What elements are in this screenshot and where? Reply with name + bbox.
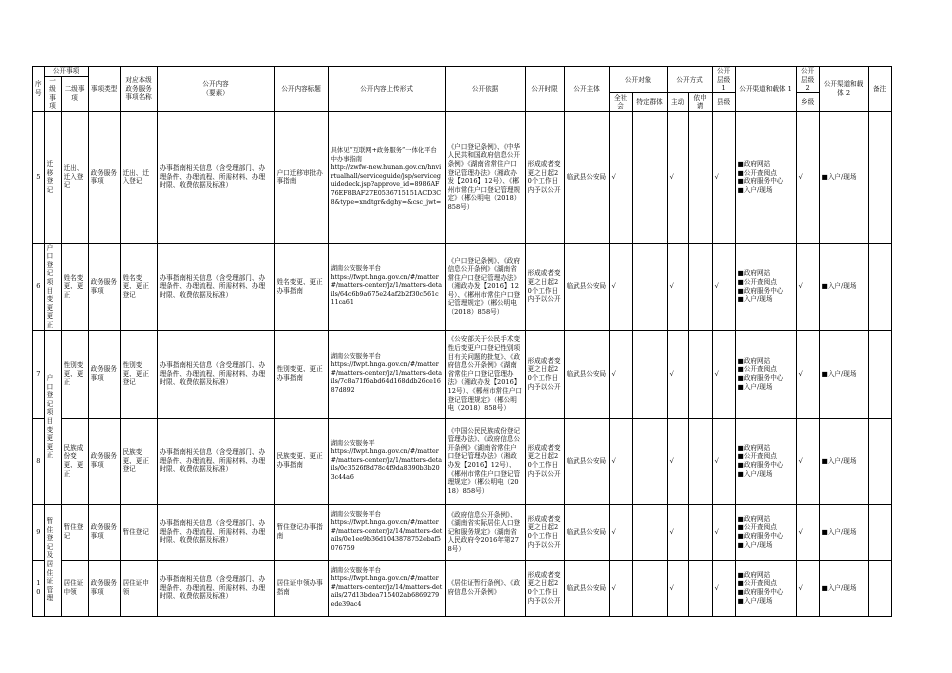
row-channel1 [735,418,796,504]
header-remark: 备注 [868,67,891,112]
row-method-active: √ [667,243,688,330]
row-object-all: √ [609,111,632,243]
header-object-specific: 特定群体 [632,93,667,111]
header-upload-form: 公开内容上传形式 [328,67,445,112]
row-upload-form: 湖南公安服务平台 https://fwpt.hnga.gov.cn/#/matter#/matters-center/jz/14/matters-details/27d13bdea715402ab6869279ede39ac4 [328,560,445,616]
row-remark [868,330,891,418]
row-remark [868,418,891,504]
channel-item: ■政府服务中心 [737,286,784,295]
channel-item: ■政府网站 [737,159,771,168]
row-channel2: ■入户/现场 [819,504,868,560]
header-seq: 序号 [33,67,45,112]
channel-item: ■政府服务中心 [737,461,784,470]
row-upload-form: 具体见“互联网+政务服务”一体化平台中办事指南 http://zwfw-new.hunan.gov.cn/hnvirtualhall/serviceguide/jsp/serviceguidedeck.jsp?approve_id=8986AF76EF8BAF27E0536715151ACD3C8&type=xndtgr&dghy=&csc_jwt= [328,111,445,243]
row-method-request [688,330,712,418]
channel-item: ■入户/现场 [737,596,773,605]
row-seq: 5 [33,111,45,243]
row-level-county: √ [712,418,735,504]
row-upload-form: 湖南公安服务平台 https://fwpt.hnga.gov.cn/#/matter#/matters-center/jz/1/matters-details/7c8a71f6abd64d168ddb26ce1687d892 [328,330,445,418]
row-content: 办事指南相关信息（含受理部门、办理条件、办理流程、所需材料、办理时限、收费依据及标准） [157,330,274,418]
row-type: 政务服务事项 [88,243,120,330]
header-content: 公开内容 （要素） [157,67,274,112]
row-time-limit: 形成或者变更之日起20个工作日内予以公开 [525,418,564,504]
channel-item: ■政府网站 [737,269,771,278]
channel-item: ■政府服务中心 [737,177,784,186]
channel-item: ■入户/现场 [737,540,773,549]
row-time-limit: 形成或者变更之日起20个工作日内予以公开 [525,330,564,418]
table-row [33,243,892,330]
row-content: 办事指南相关信息（含受理部门、办理条件、办理流程、所需材料、办理时限、收费依据及标准） [157,111,274,243]
row-level-township: √ [796,111,819,243]
channel-item: ■公开查阅点 [737,579,777,588]
row-time-limit: 形成或者变更之日起20个工作日内予以公开 [525,243,564,330]
header-service-name: 对应本级政务服务事项名称 [120,67,157,112]
header-object-all: 全社会 [609,93,632,111]
row-time-limit: 形成或者变更之日起20个工作日内予以公开 [525,111,564,243]
header-channel2: 公开渠道和载体 2 [819,67,868,112]
row-seq: 8 [33,418,45,504]
header-method-active: 主动 [667,93,688,111]
row-method-request [688,418,712,504]
row-service: 迁出、迁入登记 [120,111,157,243]
row-subject: 临武县公安局 [564,243,609,330]
row-title: 姓名变更、更正办事指南 [274,243,328,330]
row-service: 性别变更、更正登记 [120,330,157,418]
row-method-active: √ [667,560,688,616]
row-channel2: ■入户/现场 [819,418,868,504]
channel-item: ■政府服务中心 [737,532,784,541]
row-object-specific [632,418,667,504]
row-level-township: √ [796,330,819,418]
row-time-limit: 形成或者变更之日起20个工作日内予以公开 [525,504,564,560]
row-object-specific [632,330,667,418]
channel-item: ■公开查阅点 [737,365,777,374]
row-seq: 9 [33,504,45,560]
table-row [33,418,892,504]
group-temp-residence: 暂住登记及居住证管理 [44,504,61,616]
header-content-title: 公开内容标题 [274,67,328,112]
row-type: 政务服务事项 [88,330,120,418]
row-object-all: √ [609,560,632,616]
row-object-all: √ [609,418,632,504]
header-level1: 一级事项 [44,77,61,112]
channel-item: ■公开查阅点 [737,523,777,532]
header-level2: 二级事项 [61,77,88,112]
channel-item: ■入户/现场 [737,185,773,194]
row-subject: 临武县公安局 [564,111,609,243]
row-basis: 《户口登记条例》、《中华人民共和国政府信息公开条例》《湖南省常住户口登记管理办法》（湘政办发【2016】12号）、《郴州市常住户口登记管理规定》（郴公明电（2018）858号） [445,111,525,243]
row-service: 民族变更、更正登记 [120,418,157,504]
row-content: 办事指南相关信息（含受理部门、办理条件、办理流程、所需材料、办理时限、收费依据及标准） [157,504,274,560]
row-seq: 6 [33,243,45,330]
table-row [33,330,892,418]
row-level1: 户口登记项目变更更正 [44,243,61,330]
row-title: 民族变更、更正办事指南 [274,418,328,504]
channel-item: ■政府网站 [737,570,771,579]
row-channel2: ■入户/现场 [819,330,868,418]
header-method: 公开方式 [667,67,712,93]
row-upload-form: 湖南公安服务平台 https://fwpt.hnga.gov.cn/#/matter#/matters-center/jz/14/matters-details/0e1ee9b36d1043878752ebaf5076759 [328,504,445,560]
channel-item: ■政府网站 [737,443,771,452]
row-level-county: √ [712,330,735,418]
row-method-active: √ [667,504,688,560]
header-time-limit: 公开时限 [525,67,564,112]
row-subject: 临武县公安局 [564,418,609,504]
row-level2: 迁出、迁入登记 [61,111,88,243]
row-time-limit: 形成或者变更之日起20个工作日内予以公开 [525,560,564,616]
row-object-all: √ [609,243,632,330]
row-remark [868,111,891,243]
row-level-county: √ [712,243,735,330]
channel-item: ■政府网站 [737,356,771,365]
row-channel1 [735,504,796,560]
header-channel1: 公开渠道和载体 1 [735,67,796,112]
row-service: 居住证申领 [120,560,157,616]
header-method-request: 依申请 [688,93,712,111]
row-level-township: √ [796,504,819,560]
row-upload-form: 湖南公安服务平 https://fwpt.hnga.gov.cn/#/matter#/matters-center/jz/1/matters-details/0c3526f8d78c4f9da8390b3b203c44a6 [328,418,445,504]
row-type: 政务服务事项 [88,560,120,616]
disclosure-table [32,66,892,617]
channel-item: ■政府网站 [737,514,771,523]
row-seq: 10 [33,560,45,616]
row-content: 办事指南相关信息（含受理部门、办理条件、办理流程、所需材料、办理时限、收费依据及标准） [157,560,274,616]
header-level2-group: 公开层级 2 [796,67,819,93]
row-title: 居住证申领办事指南 [274,560,328,616]
row-subject: 临武县公安局 [564,504,609,560]
row-level-township: √ [796,560,819,616]
row-basis: 《政府信息公开条例》、《湖南省实际居住人口登记和服务规定》（湖南省人民政府令2016年第278号） [445,504,525,560]
row-type: 政务服务事项 [88,418,120,504]
row-content: 办事指南相关信息（含受理部门、办理条件、办理流程、所需材料、办理时限、收费依据及标准） [157,418,274,504]
row-level-township: √ [796,418,819,504]
channel-item: ■政府服务中心 [737,374,784,383]
row-type: 政务服务事项 [88,111,120,243]
row-basis: 《中国公民民族成份登记管理办法》、《政府信息公开条例》《湖南省常住户口登记管理办法》（湘政办发【2016】12号）、《郴州市常住户口登记管理规定》（郴公明电（2018）858号） [445,418,525,504]
header-object: 公开对象 [609,67,667,93]
row-method-request [688,243,712,330]
row-level-county: √ [712,560,735,616]
row-basis: 《居住证暂行条例》、《政府信息公开条例》 [445,560,525,616]
row-level2: 民族成份变更、更正 [61,418,88,504]
row-channel2: ■入户/现场 [819,560,868,616]
row-service: 暂住登记 [120,504,157,560]
row-level-county: √ [712,504,735,560]
row-level2: 居住证申领 [61,560,88,616]
row-subject: 临武县公安局 [564,330,609,418]
header-level1-group: 公开层级 1 [712,67,735,93]
header-level1-county: 县级 [712,93,735,111]
channel-item: ■公开查阅点 [737,278,777,286]
row-channel1 [735,243,796,330]
row-remark [868,504,891,560]
channel-item: ■入户/现场 [737,295,773,304]
row-type: 政务服务事项 [88,504,120,560]
row-seq: 7 [33,330,45,418]
row-channel2: ■入户/现场 [819,243,868,330]
group-household-change: 户口登记项目变更更正 [44,330,61,504]
disclosure-table-page [32,66,892,617]
row-title: 性别变更、更正办事指南 [274,330,328,418]
header-type: 事项类型 [88,67,120,112]
row-upload-form: 湖南公安服务平台 https://fwpt.hnga.gov.cn/#/matter#/matters-center/jz/1/matters-details/64c6b9a675e24af2b2f30c561c11ca61 [328,243,445,330]
row-level2: 性别变更、更正 [61,330,88,418]
table-row [33,560,892,616]
row-object-all: √ [609,330,632,418]
row-title: 户口迁移审批办事指南 [274,111,328,243]
channel-item: ■政府服务中心 [737,588,784,597]
row-subject: 临武县公安局 [564,560,609,616]
row-object-specific [632,111,667,243]
row-object-specific [632,243,667,330]
row-channel1 [735,560,796,616]
row-level1: 迁移登记 [44,111,61,243]
row-object-specific [632,504,667,560]
channel-item: ■入户/现场 [737,469,773,478]
row-object-specific [632,560,667,616]
row-level2: 姓名变更、更正 [61,243,88,330]
row-basis: 《户口登记条例》、《政府信息公开条例》《湖南省常住户口登记管理办法》（湘政办发【2016】12号）、《郴州市常住户口登记管理规定》（郴公明电（2018）858号） [445,243,525,330]
header-level2-township: 乡级 [796,93,819,111]
row-channel2: ■入户/现场 [819,111,868,243]
row-remark [868,560,891,616]
row-method-active: √ [667,330,688,418]
row-object-all: √ [609,504,632,560]
row-method-request [688,111,712,243]
row-channel1 [735,330,796,418]
row-level2: 暂住登记 [61,504,88,560]
row-level-township: √ [796,243,819,330]
row-method-request [688,560,712,616]
row-level-county: √ [712,111,735,243]
row-remark [868,243,891,330]
table-row [33,504,892,560]
header-basis: 公开依据 [445,67,525,112]
row-content: 办事指南相关信息（含受理部门、办理条件、办理流程、所需材料、办理时限、收费依据及标准） [157,243,274,330]
channel-item: ■入户/现场 [737,382,773,391]
channel-item: ■公开查阅点 [737,452,777,461]
row-basis: 《公安部关于公民手术变性后变更户口登记性别项目有关问题的批复》、《政府信息公开条例》《湖南省常住户口登记管理办法》（湘政办发【2016】12号）、《郴州市常住户口登记管理规定》（郴公明电（2018）858号） [445,330,525,418]
row-channel1 [735,111,796,243]
row-method-active: √ [667,111,688,243]
header-items: 公开事项 [44,67,88,77]
row-method-active: √ [667,418,688,504]
row-method-request [688,504,712,560]
row-title: 暂住登记办事指南 [274,504,328,560]
table-row [33,111,892,243]
header-subject: 公开主体 [564,67,609,112]
channel-item: ■公开查阅点 [737,168,777,177]
row-service: 姓名变更、更正登记 [120,243,157,330]
